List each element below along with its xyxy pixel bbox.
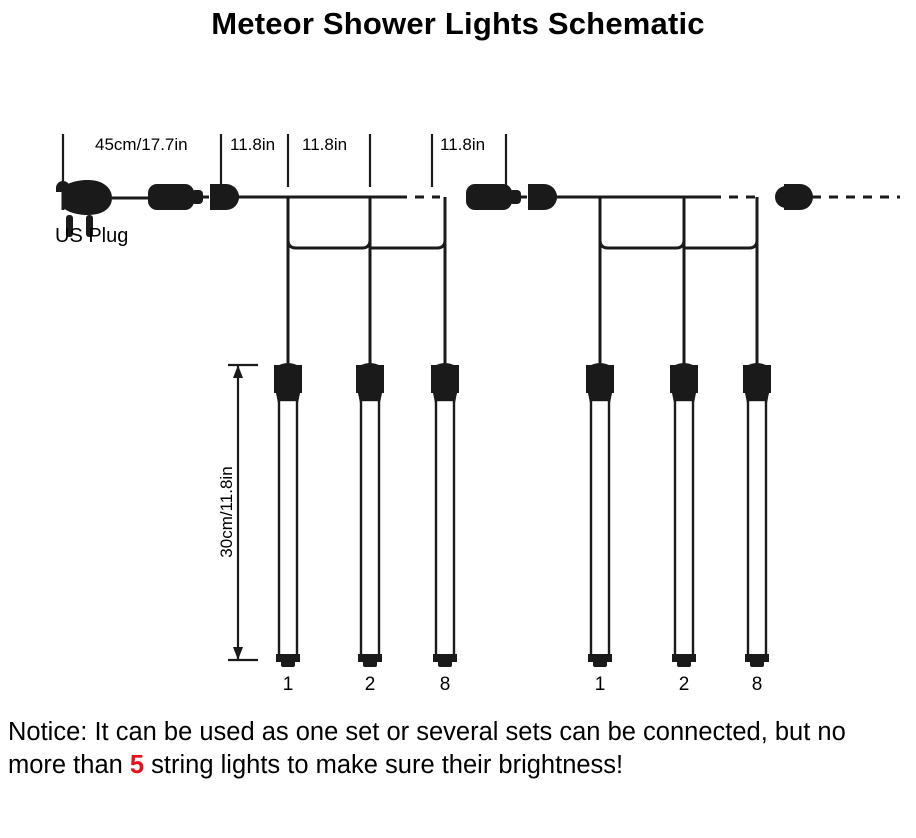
schematic-diagram: [0, 60, 916, 710]
tube-number-right-2: 2: [678, 674, 690, 695]
connector-3: [775, 184, 900, 210]
tube-left-2: [356, 363, 384, 667]
label-lead-length: 45cm/17.7in: [95, 135, 188, 154]
tube-number-right-1: 1: [594, 674, 606, 695]
tube-right-8: [743, 363, 771, 667]
tube-number-left-1: 1: [282, 674, 294, 695]
page-title: Meteor Shower Lights Schematic: [211, 6, 705, 41]
tube-number-left-2: 2: [364, 674, 376, 695]
tube-number-right-8: 8: [751, 674, 763, 695]
tube-group-left: [274, 363, 459, 667]
tube-right-2: [670, 363, 698, 667]
tube-number-left-8: 8: [439, 674, 451, 695]
label-tube-length: 30cm/11.8in: [217, 466, 236, 558]
tube-group-right: [586, 363, 771, 667]
tube-right-1: [586, 363, 614, 667]
label-spacing-2: 11.8in: [302, 135, 348, 154]
connector-2: [466, 184, 557, 210]
dimension-labels-top: [95, 135, 485, 154]
us-plug-label: US Plug: [55, 225, 129, 247]
tube-left-1: [274, 363, 302, 667]
bus-wire-left: [239, 197, 445, 425]
connector-1: [148, 184, 239, 210]
label-spacing-3: 11.8in: [440, 135, 486, 154]
label-spacing-1: 11.8in: [230, 135, 276, 154]
notice-part-2: string lights to make sure their brightness!: [144, 751, 624, 779]
tube-left-8: [431, 363, 459, 667]
notice-part-1: Notice: It can be used as one set or several sets can be connected, but no more than: [8, 718, 846, 779]
tube-number-labels: [283, 674, 763, 695]
notice-max-sets: 5: [129, 751, 145, 779]
notice-text: [8, 716, 908, 782]
